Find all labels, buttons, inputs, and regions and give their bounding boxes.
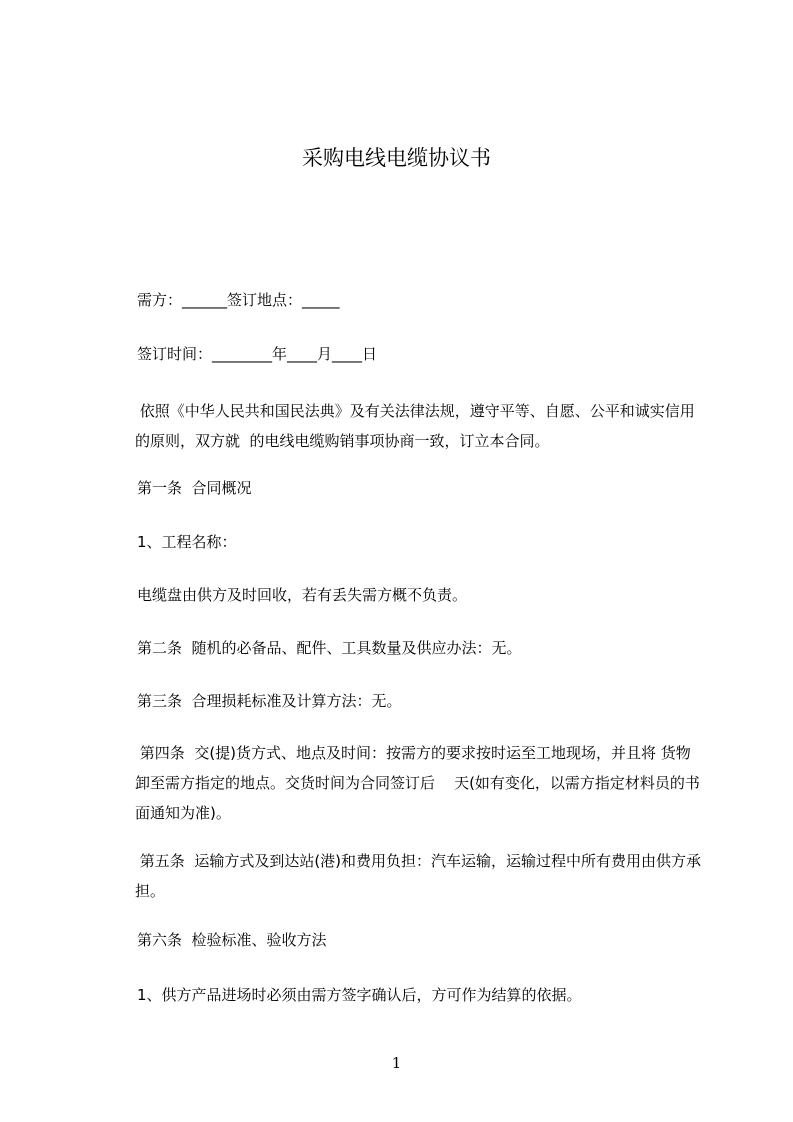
- article2-paragraph: 第二条 随机的必备品、配件、工具数量及供应办法：无。: [137, 639, 522, 657]
- buyer-signing-place-line: 需方：______签订地点：_____: [137, 291, 340, 309]
- article4-paragraph: 第四条 交(提)货方式、地点及时间：按需方的要求按时运至工地现场，并且将 货物卸至需方指定的地点。交货时间为合同签订后 天(如有变化，以需方指定材料员的书面通知为准)。: [135, 744, 700, 822]
- document-title: 采购电线电缆协议书: [302, 146, 491, 170]
- preamble-paragraph: 依照《中华人民共和国民法典》及有关法律法规，遵守平等、自愿、公平和诚实信用的原则，双方就 的电线电缆购销事项协商一致，订立本合同。: [135, 402, 695, 450]
- cable-reel-note: 电缆盘由供方及时回收，若有丢失需方概不负责。: [137, 586, 468, 604]
- signing-date-line: 签订时间：________年____月____日: [137, 345, 378, 363]
- page-number: 1: [391, 1054, 402, 1072]
- article6-heading: 第六条 检验标准、验收方法: [137, 931, 327, 949]
- article5-paragraph: 第五条 运输方式及到达站(港)和费用负担：汽车运输，运输过程中所有费用由供方承担。: [135, 852, 702, 900]
- article6-item1: 1、供方产品进场时必须由需方签字确认后，方可作为结算的依据。: [137, 986, 582, 1004]
- article1-heading: 第一条 合同概况: [137, 479, 252, 497]
- article3-paragraph: 第三条 合理损耗标准及计算方法：无。: [137, 692, 402, 710]
- article1-item1: 1、工程名称：: [137, 533, 237, 551]
